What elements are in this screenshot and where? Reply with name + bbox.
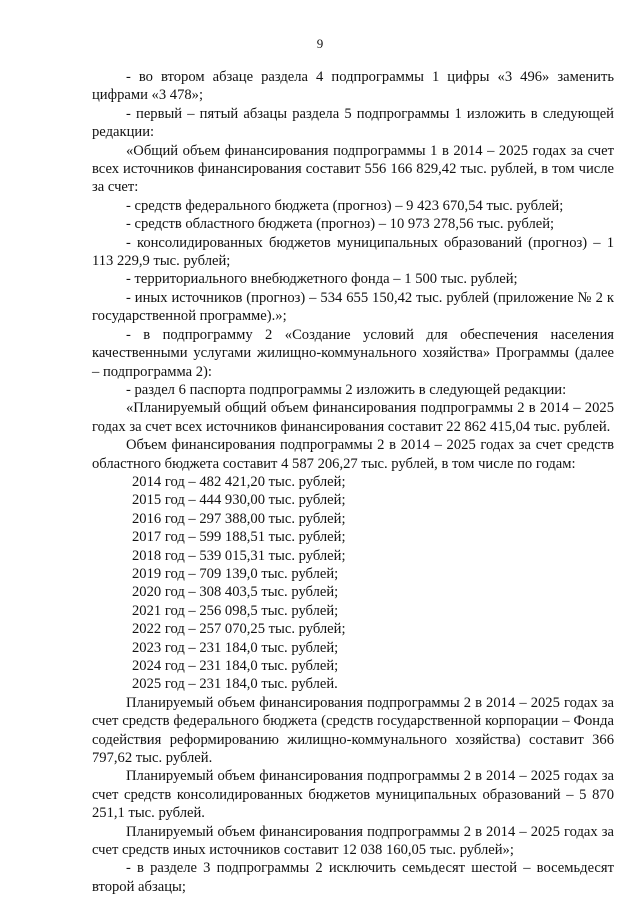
paragraph-section6-edit: - раздел 6 паспорта подпрограммы 2 изложить в следующей редакции: xyxy=(126,381,567,398)
year-line: 2023 год – 231 184,0 тыс. рублей; xyxy=(132,639,339,656)
paragraph-section5-edit: - первый – пятый абзацы раздела 5 подпрограммы 1 изложить в следующей редакции: xyxy=(92,105,614,141)
paragraph-regional-budget: - средств областного бюджета (прогноз) – 10 973 278,56 тыс. рублей; xyxy=(126,216,555,233)
paragraph-sub2-municipal: Планируемый объем финансирования подпрограммы 2 в 2014 – 2025 годах за счет средств консолидированных бюджетов муниципальных образований – 5 870 251,1 тыс. рублей. xyxy=(92,768,614,822)
year-line: 2022 год – 257 070,25 тыс. рублей; xyxy=(132,621,346,638)
year-line: 2021 год – 256 098,5 тыс. рублей; xyxy=(132,602,339,619)
paragraph-section3-exclude: - в разделе 3 подпрограммы 2 исключить семьдесят шестой – восемьдесят второй абзацы; xyxy=(92,860,614,895)
paragraph-sub2-total: «Планируемый общий объем финансирования подпрограммы 2 в 2014 – 2025 годах за счет всех источников финансирования составит 22 862 415,04 тыс. рублей. xyxy=(92,400,614,435)
paragraph-municipal-budgets: - консолидированных бюджетов муниципальных образований (прогноз) – 1 113 229,9 тыс. рублей; xyxy=(92,234,614,270)
year-line: 2016 год – 297 388,00 тыс. рублей; xyxy=(132,510,346,527)
year-line: 2018 год – 539 015,31 тыс. рублей; xyxy=(132,547,346,564)
paragraph-digits-replace: - во втором абзаце раздела 4 подпрограммы 1 цифры «3 496» заменить цифрами «3 478»; xyxy=(92,69,614,104)
paragraph-sub2-regional: Объем финансирования подпрограммы 2 в 2014 – 2025 годах за счет средств областного бюджета составит 4 587 206,27 тыс. рублей, в том числе по годам: xyxy=(92,437,614,472)
year-line: 2020 год – 308 403,5 тыс. рублей; xyxy=(132,584,339,601)
year-line: 2014 год – 482 421,20 тыс. рублей; xyxy=(132,473,346,490)
paragraph-sub2-other: Планируемый объем финансирования подпрограммы 2 в 2014 – 2025 годах за счет средств иных источников составит 12 038 160,05 тыс. рублей»; xyxy=(92,823,614,859)
page-number: 9 xyxy=(316,36,324,51)
year-line: 2017 год – 599 188,51 тыс. рублей; xyxy=(132,529,346,546)
paragraph-subprogram2-intro: - в подпрограмму 2 «Создание условий для обеспечения населения качественными услугами жилищно-коммунального хозяйства» Программы (далее – подпрограмма 2): xyxy=(92,326,614,380)
paragraph-extrabudgetary-fund: - территориального внебюджетного фонда – 1 500 тыс. рублей; xyxy=(126,271,518,288)
paragraph-other-sources: - иных источников (прогноз) – 534 655 150,42 тыс. рублей (приложение № 2 к государственной программе).»; xyxy=(92,289,614,325)
year-line: 2025 год – 231 184,0 тыс. рублей. xyxy=(132,676,338,693)
year-line: 2024 год – 231 184,0 тыс. рублей; xyxy=(132,658,339,674)
year-line: 2015 год – 444 930,00 тыс. рублей; xyxy=(132,492,346,509)
funding-by-year-list xyxy=(92,473,614,694)
paragraph-sub2-federal: Планируемый объем финансирования подпрограммы 2 в 2014 – 2025 годах за счет средств федерального бюджета (средств государственной корпорации – Фонда содействия реформированию жилищно-коммунального хозяйства) составит 366 797,62 тыс. рублей. xyxy=(92,694,614,767)
paragraph-sub1-total: «Общий объем финансирования подпрограммы 1 в 2014 – 2025 годах за счет всех источников финансирования составит 556 166 829,42 тыс. рублей, в том числе за счет: xyxy=(92,142,614,196)
document-body xyxy=(92,68,614,896)
year-line: 2019 год – 709 139,0 тыс. рублей; xyxy=(132,565,339,582)
paragraph-federal-budget: - средств федерального бюджета (прогноз) – 9 423 670,54 тыс. рублей; xyxy=(126,197,564,214)
